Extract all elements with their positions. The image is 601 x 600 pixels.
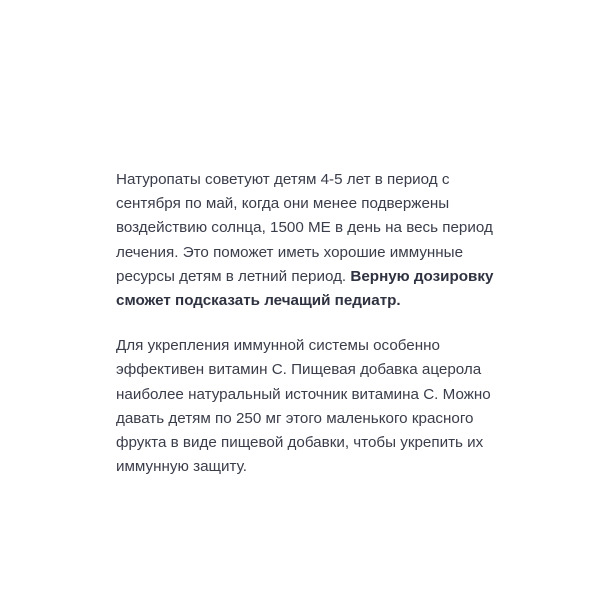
paragraph-vitamin-c bbox=[116, 334, 516, 479]
article-body bbox=[116, 168, 516, 500]
paragraph-vitamin-c-text: Для укрепления иммунной системы особенно эффективен витамин С. Пищевая добавка ацерола наиболее натуральный источник витамина С. Можно давать детям по 250 мг этого маленького красного фрукта в виде пищевой добавки, чтобы укрепить их иммунную защиту. bbox=[116, 337, 491, 476]
paragraph-vitamin-d-text: Натуропаты советуют детям 4-5 лет в период с сентября по май, когда они менее подвержены воздействию солнца, 1500 МЕ в день на весь период лечения. Это поможет иметь хорошие иммунные ресурсы детям в летний период. bbox=[116, 171, 493, 285]
paragraph-vitamin-d bbox=[116, 168, 516, 313]
paragraph-vitamin-d-bold-note: Верную дозировку сможет подсказать лечащий педиатр. bbox=[116, 267, 494, 310]
